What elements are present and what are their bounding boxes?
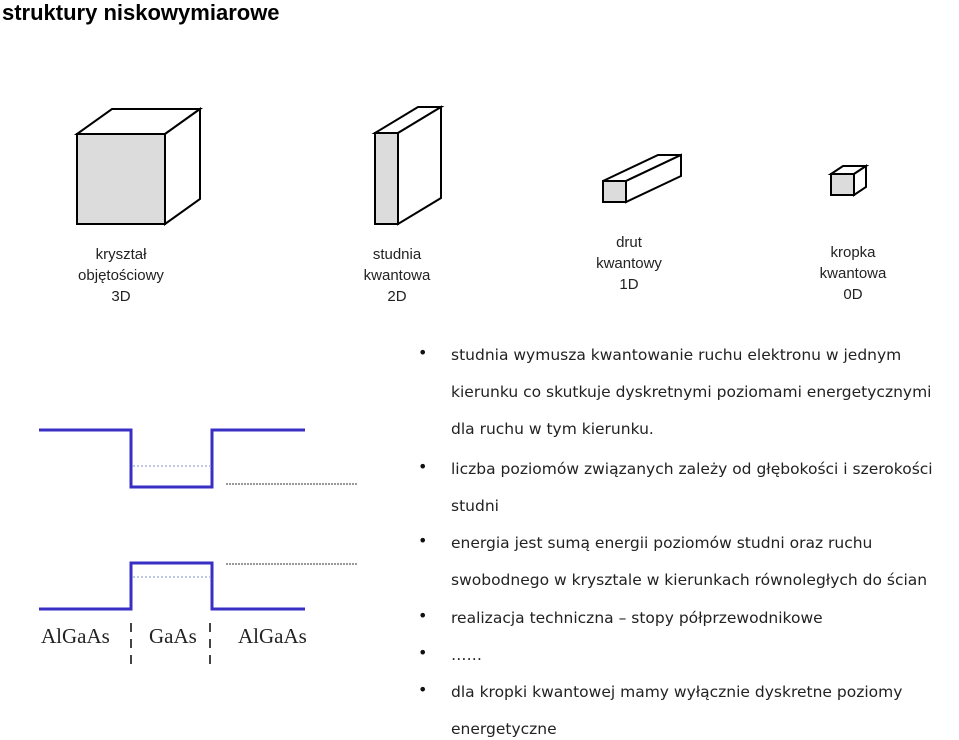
quantum-dot-cube xyxy=(831,166,866,195)
material-label-algaas-right: AlGaAs xyxy=(238,624,307,648)
material-label-gaas: GaAs xyxy=(149,624,197,648)
caption-wire: drut kwantowy 1D xyxy=(596,234,662,293)
valence-band-edge xyxy=(39,563,305,609)
page-title: struktury niskowymiarowe xyxy=(2,0,280,25)
quantum-wire-bar xyxy=(603,155,681,202)
bullet-3-line-2: swobodnego w krysztale w kierunkach równoległych do ścian xyxy=(451,571,928,589)
conduction-band-edge xyxy=(39,430,305,487)
caption-bulk: kryształ objętościowy 3D xyxy=(78,246,164,305)
bullet-5-line-1: …… xyxy=(451,646,482,664)
material-label-algaas-left: AlGaAs xyxy=(41,624,110,648)
bullet-1-line-1: studnia wymusza kwantowanie ruchu elektronu w jednym xyxy=(451,346,902,364)
quantum-well-slab xyxy=(375,107,441,224)
bullet-6-line-1: dla kropki kwantowej mamy wyłącznie dyskretne poziomy xyxy=(451,683,903,701)
bullet-2-line-2: studni xyxy=(451,497,499,515)
caption-well: studnia kwantowa 2D xyxy=(363,246,431,305)
bullet-4-line-1: realizacja techniczna – stopy półprzewodnikowe xyxy=(451,609,823,627)
bulk-crystal-cube xyxy=(77,109,200,224)
caption-dot: kropka kwantowa 0D xyxy=(819,244,887,303)
bullet-2-line-1: liczba poziomów związanych zależy od głębokości i szerokości xyxy=(451,460,933,478)
bullet-1-line-2: kierunku co skutkuje dyskretnymi poziomami energetycznymi xyxy=(451,383,932,401)
bullet-6-line-2: energetyczne xyxy=(451,720,557,738)
bullet-1-line-3: dla ruchu w tym kierunku. xyxy=(451,420,654,438)
bullet-3-line-1: energia jest sumą energii poziomów studni oraz ruchu xyxy=(451,534,873,552)
